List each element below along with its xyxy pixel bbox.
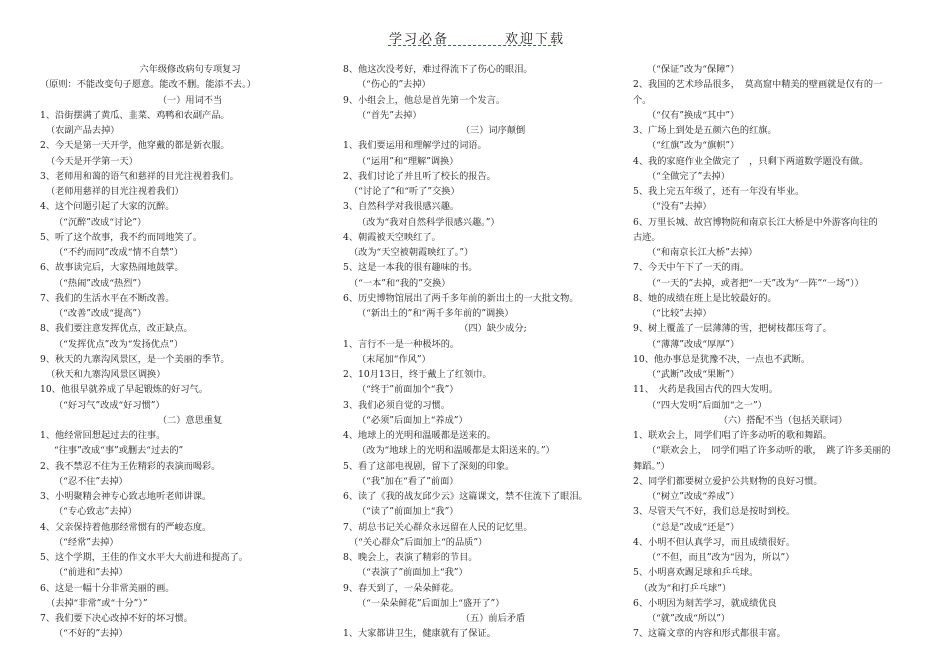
text-line: （“伤心的”去掉） bbox=[357, 79, 431, 91]
text-line: （“红旗”改为“旗帜”） bbox=[647, 140, 740, 152]
section-heading: （三）词序颠倒 bbox=[460, 125, 526, 136]
text-line: （“忍不住”去掉） bbox=[54, 475, 128, 487]
text-line: （“没有”去掉） bbox=[647, 201, 712, 213]
text-line: 4、地球上的光明和温暖都是送来的。 bbox=[343, 430, 496, 441]
text-line: 1、沿街摆满了黄瓜、韭菜、鸡鸭和农副产品。 bbox=[40, 109, 230, 121]
text-line: （“比较”去掉） bbox=[647, 308, 712, 319]
text-line: （“就”改成“所以”） bbox=[647, 613, 731, 624]
section-heading: （六）搭配不当（包括关联词） bbox=[718, 414, 848, 426]
text-line: （“沉醉”改成“讨论”） bbox=[54, 216, 147, 228]
text-line: （“联欢会上， 同学们唱了许多动听的歌， 跳了许多美丽的 bbox=[647, 445, 891, 457]
text-line: 1、他经常回想起过去的往事。 bbox=[40, 430, 166, 441]
header-left-text: 学习必备 bbox=[389, 32, 450, 47]
text-line: （“前进和”去掉） bbox=[54, 567, 128, 579]
text-line: （“运用”和“理解”调换） bbox=[357, 155, 459, 167]
text-line: （秋天和九寨沟风景区调换） bbox=[46, 369, 166, 380]
text-line: （“一天的”去掉，或者把“一天”改为“一阵”“一场”）） bbox=[647, 277, 864, 289]
text-line: （原则：不能改变句子愿意。能改不删。能添不去。） bbox=[40, 79, 256, 91]
column-2 bbox=[343, 62, 643, 642]
text-line: （“全做完了”去掉） bbox=[647, 170, 730, 182]
text-line: 3、我们必须自觉的习惯。 bbox=[343, 399, 450, 411]
text-line: 1、我们要运用和理解学过的词语。 bbox=[343, 140, 487, 152]
text-line: 2、今天是第一天开学，他穿戴的都是新衣服。 bbox=[40, 140, 230, 152]
column-3 bbox=[633, 62, 933, 642]
header-right-text: 欢迎下载 bbox=[505, 32, 566, 47]
text-line: （“武断”改成“果断”） bbox=[647, 369, 740, 380]
text-line: 2、10月13日，终于戴上了红领巾。 bbox=[343, 369, 492, 380]
text-line: 7、胡总书记关心群众永远留在人民的记忆里。 bbox=[343, 521, 533, 533]
text-line: 8、晚会上，表演了精彩的节目。 bbox=[343, 552, 478, 563]
text-line: （“必须”后面加上“养成”） bbox=[357, 414, 468, 426]
text-line: 4、这个问题引起了大家的沉醉。 bbox=[40, 201, 175, 213]
text-line: （“我”加在“看了”前面） bbox=[357, 475, 459, 487]
text-line: （“讨论了”和“听了”交换） bbox=[349, 186, 460, 197]
text-line: 个。 bbox=[633, 94, 652, 106]
text-line: “往事”改成“事”或删去“过去的” bbox=[54, 445, 184, 457]
text-line: 5、小明喜欢踢足球和乒乓球。 bbox=[633, 567, 759, 579]
text-line: （改为“和打乒乓球”） bbox=[639, 582, 732, 594]
text-line: （改为“天空被朝霞映红了。”） bbox=[349, 247, 474, 258]
text-line: 6、万里长城、故宫博物院和南京长江大桥是中外游客向往的 bbox=[633, 216, 878, 228]
text-line: 8、他这次没考好，难过得流下了伤心的眼泪。 bbox=[343, 64, 533, 75]
text-line: 7、今天中午下了一天的雨。 bbox=[633, 262, 750, 274]
text-line: 3、广场上到处是五颜六色的红旗。 bbox=[633, 125, 777, 136]
text-line: 古迹。 bbox=[633, 231, 661, 243]
text-line: 8、我们要注意发挥优点，改正缺点。 bbox=[40, 323, 193, 335]
text-line: （“发挥优点”改为“发扬优点”） bbox=[54, 338, 184, 350]
text-line: （末尾加“作风”） bbox=[357, 353, 431, 365]
text-line: （“树立”改成“养成”） bbox=[647, 491, 740, 502]
text-line: 1、言行不一是一种极坏的。 bbox=[343, 338, 460, 350]
text-line: （“仅有”换成“其中”） bbox=[647, 109, 740, 121]
text-line: （改为“我对自然科学很感兴趣。”） bbox=[357, 216, 500, 228]
text-line: 5、看了这部电视剧，留下了深刻的印象。 bbox=[343, 460, 515, 472]
text-line: （“四大发明”后面加“之一”） bbox=[647, 399, 767, 411]
text-line: 4、小明不但认真学习，而且成绩很好。 bbox=[633, 536, 796, 548]
text-line: 9、树上覆盖了一层薄薄的雪，把树枝都压弯了。 bbox=[633, 323, 832, 335]
text-line: 8、她的成绩在班上是比较最好的。 bbox=[633, 292, 777, 304]
text-line: 2、同学们都要树立爱护公共财物的良好习惯。 bbox=[633, 475, 823, 487]
text-line: 4、朝霞被天空映红了。 bbox=[343, 231, 441, 243]
text-line: （“专心致志”去掉） bbox=[54, 506, 137, 518]
page-header bbox=[0, 28, 950, 50]
section-heading: 六年级修改病句专项复习 bbox=[139, 64, 241, 75]
text-line: （“总是”改成“还是”） bbox=[647, 521, 740, 533]
text-line: 5、听了这个故事，我不约而同地笑了。 bbox=[40, 231, 203, 243]
text-line: 3、老师用和蔼的语气和慈祥的目光注视着我们。 bbox=[40, 170, 239, 182]
text-line: 7、我们的生活水平在不断改善。 bbox=[40, 292, 175, 304]
text-line: （农副产品去掉） bbox=[46, 125, 120, 136]
text-line: 2、我国的艺术珍品很多， 莫高窟中精美的壁画就是仅有的一 bbox=[633, 79, 883, 91]
text-line: （“经常”去掉） bbox=[54, 536, 119, 548]
text-line: 4、我的家庭作业全做完了 ，只剩下两道数学题没有做。 bbox=[633, 155, 869, 167]
text-line: （“不但，而且”改为“因为，所以”） bbox=[647, 552, 795, 563]
text-line: 11、 火药是我国古代的四大发明。 bbox=[633, 384, 778, 396]
text-line: 舞蹈。”） bbox=[633, 460, 670, 472]
section-heading: （一）用词不当 bbox=[157, 94, 223, 106]
text-line: （“不约而同”改成“情不自禁”） bbox=[54, 247, 184, 258]
text-line: 6、故事读完后，大家热闹地鼓掌。 bbox=[40, 262, 184, 274]
column-1 bbox=[40, 62, 340, 642]
text-line: （“热闹”改成“热烈”） bbox=[54, 277, 147, 289]
text-line: 6、历史博物馆展出了两千多年前的新出土的一大批文物。 bbox=[343, 292, 579, 304]
section-heading: （四）缺少成分; bbox=[459, 323, 527, 335]
text-line: （“读了”前面加上“我”） bbox=[357, 506, 459, 518]
text-line: 6、这是一幅十分非常美丽的画。 bbox=[40, 582, 175, 594]
text-line: （“和南京长江大桥”去掉） bbox=[647, 247, 758, 258]
section-heading: （二）意思重复 bbox=[157, 414, 223, 426]
text-line: 9、春天到了，一朵朵鲜花。 bbox=[343, 582, 460, 594]
text-line: 5、这个学期，王佳的作文水平大大前进和提高了。 bbox=[40, 552, 248, 563]
text-line: （老师用慈祥的目光注视着我们） bbox=[46, 186, 184, 197]
text-line: （“首先”去掉） bbox=[357, 109, 422, 121]
text-line: （“一本”和“我的”交换） bbox=[349, 277, 451, 289]
text-line: 1、大家都讲卫生，健康就有了保证。 bbox=[343, 628, 496, 640]
text-line: 1、联欢会上，同学们唱了许多动听的歌和舞蹈。 bbox=[633, 430, 832, 441]
text-line: 7、这篇文章的内容和形式都很丰富。 bbox=[633, 628, 786, 640]
text-line: （去掉“非常”或“十分”）” bbox=[46, 597, 148, 609]
text-line: 10、他很早就养成了早起锻炼的好习气。 bbox=[40, 384, 208, 396]
text-line: （“新出土的”和“两千多年前的”调换） bbox=[357, 308, 514, 319]
text-line: （“保证”改为“保障”） bbox=[647, 64, 740, 75]
text-line: 7、我们要下决心改掉不好的坏习惯。 bbox=[40, 613, 193, 624]
text-line: 5、这是一本我的很有趣味的书。 bbox=[343, 262, 478, 274]
text-line: 2、我不禁忍不住为王佐精彩的表演而喝彩。 bbox=[40, 460, 221, 472]
text-line: 6、小明因为刻苦学习，就成绩优良 bbox=[633, 597, 777, 609]
text-line: （“一朵朵鲜花”后面加上“盛开了”） bbox=[357, 597, 505, 609]
text-line: （“不好的”去掉） bbox=[54, 628, 128, 640]
text-line: 5、我上完五年级了，还有一年没有毕业。 bbox=[633, 186, 805, 197]
text-line: （改为“地球上的光明和温暖都是太阳送来的。”） bbox=[357, 445, 555, 457]
section-heading: （五）前后矛盾 bbox=[460, 613, 526, 624]
text-line: （“终于”前面加个“我”） bbox=[357, 384, 459, 396]
header-underline bbox=[388, 45, 556, 46]
text-line: 3、小明聚精会神专心致志地听老师讲课。 bbox=[40, 491, 212, 502]
text-line: 6、读了《我的战友邱少云》这篇课文，禁不住流下了眼泪。 bbox=[343, 491, 588, 502]
text-line: （今天是开学第一天） bbox=[46, 155, 138, 167]
text-line: 3、自然科学对我很感兴趣。 bbox=[343, 201, 460, 213]
text-line: 4、父亲保持着他那经常惯有的严峻态度。 bbox=[40, 521, 212, 533]
text-line: （“改善”改成“提高”） bbox=[54, 308, 147, 319]
text-line: 9、小组会上，他总是首先第一个发言。 bbox=[343, 94, 506, 106]
text-line: 3、尽管天气不好，我们总是按时到校。 bbox=[633, 506, 796, 518]
text-line: 10、他办事总是犹豫不决，一点也不武断。 bbox=[633, 353, 811, 365]
text-line: 2、我们讨论了并且听了校长的报告。 bbox=[343, 170, 496, 182]
text-line: （“表演了”前面加上“我”） bbox=[357, 567, 468, 579]
text-line: （“薄薄”改成“厚厚”） bbox=[647, 338, 740, 350]
text-line: （“好习气”改成“好习惯”） bbox=[54, 399, 165, 411]
text-line: 9、秋天的九寨沟风景区，是一个美丽的季节。 bbox=[40, 353, 230, 365]
text-line: （“关心群众”后面加上“的品质”） bbox=[349, 536, 488, 548]
